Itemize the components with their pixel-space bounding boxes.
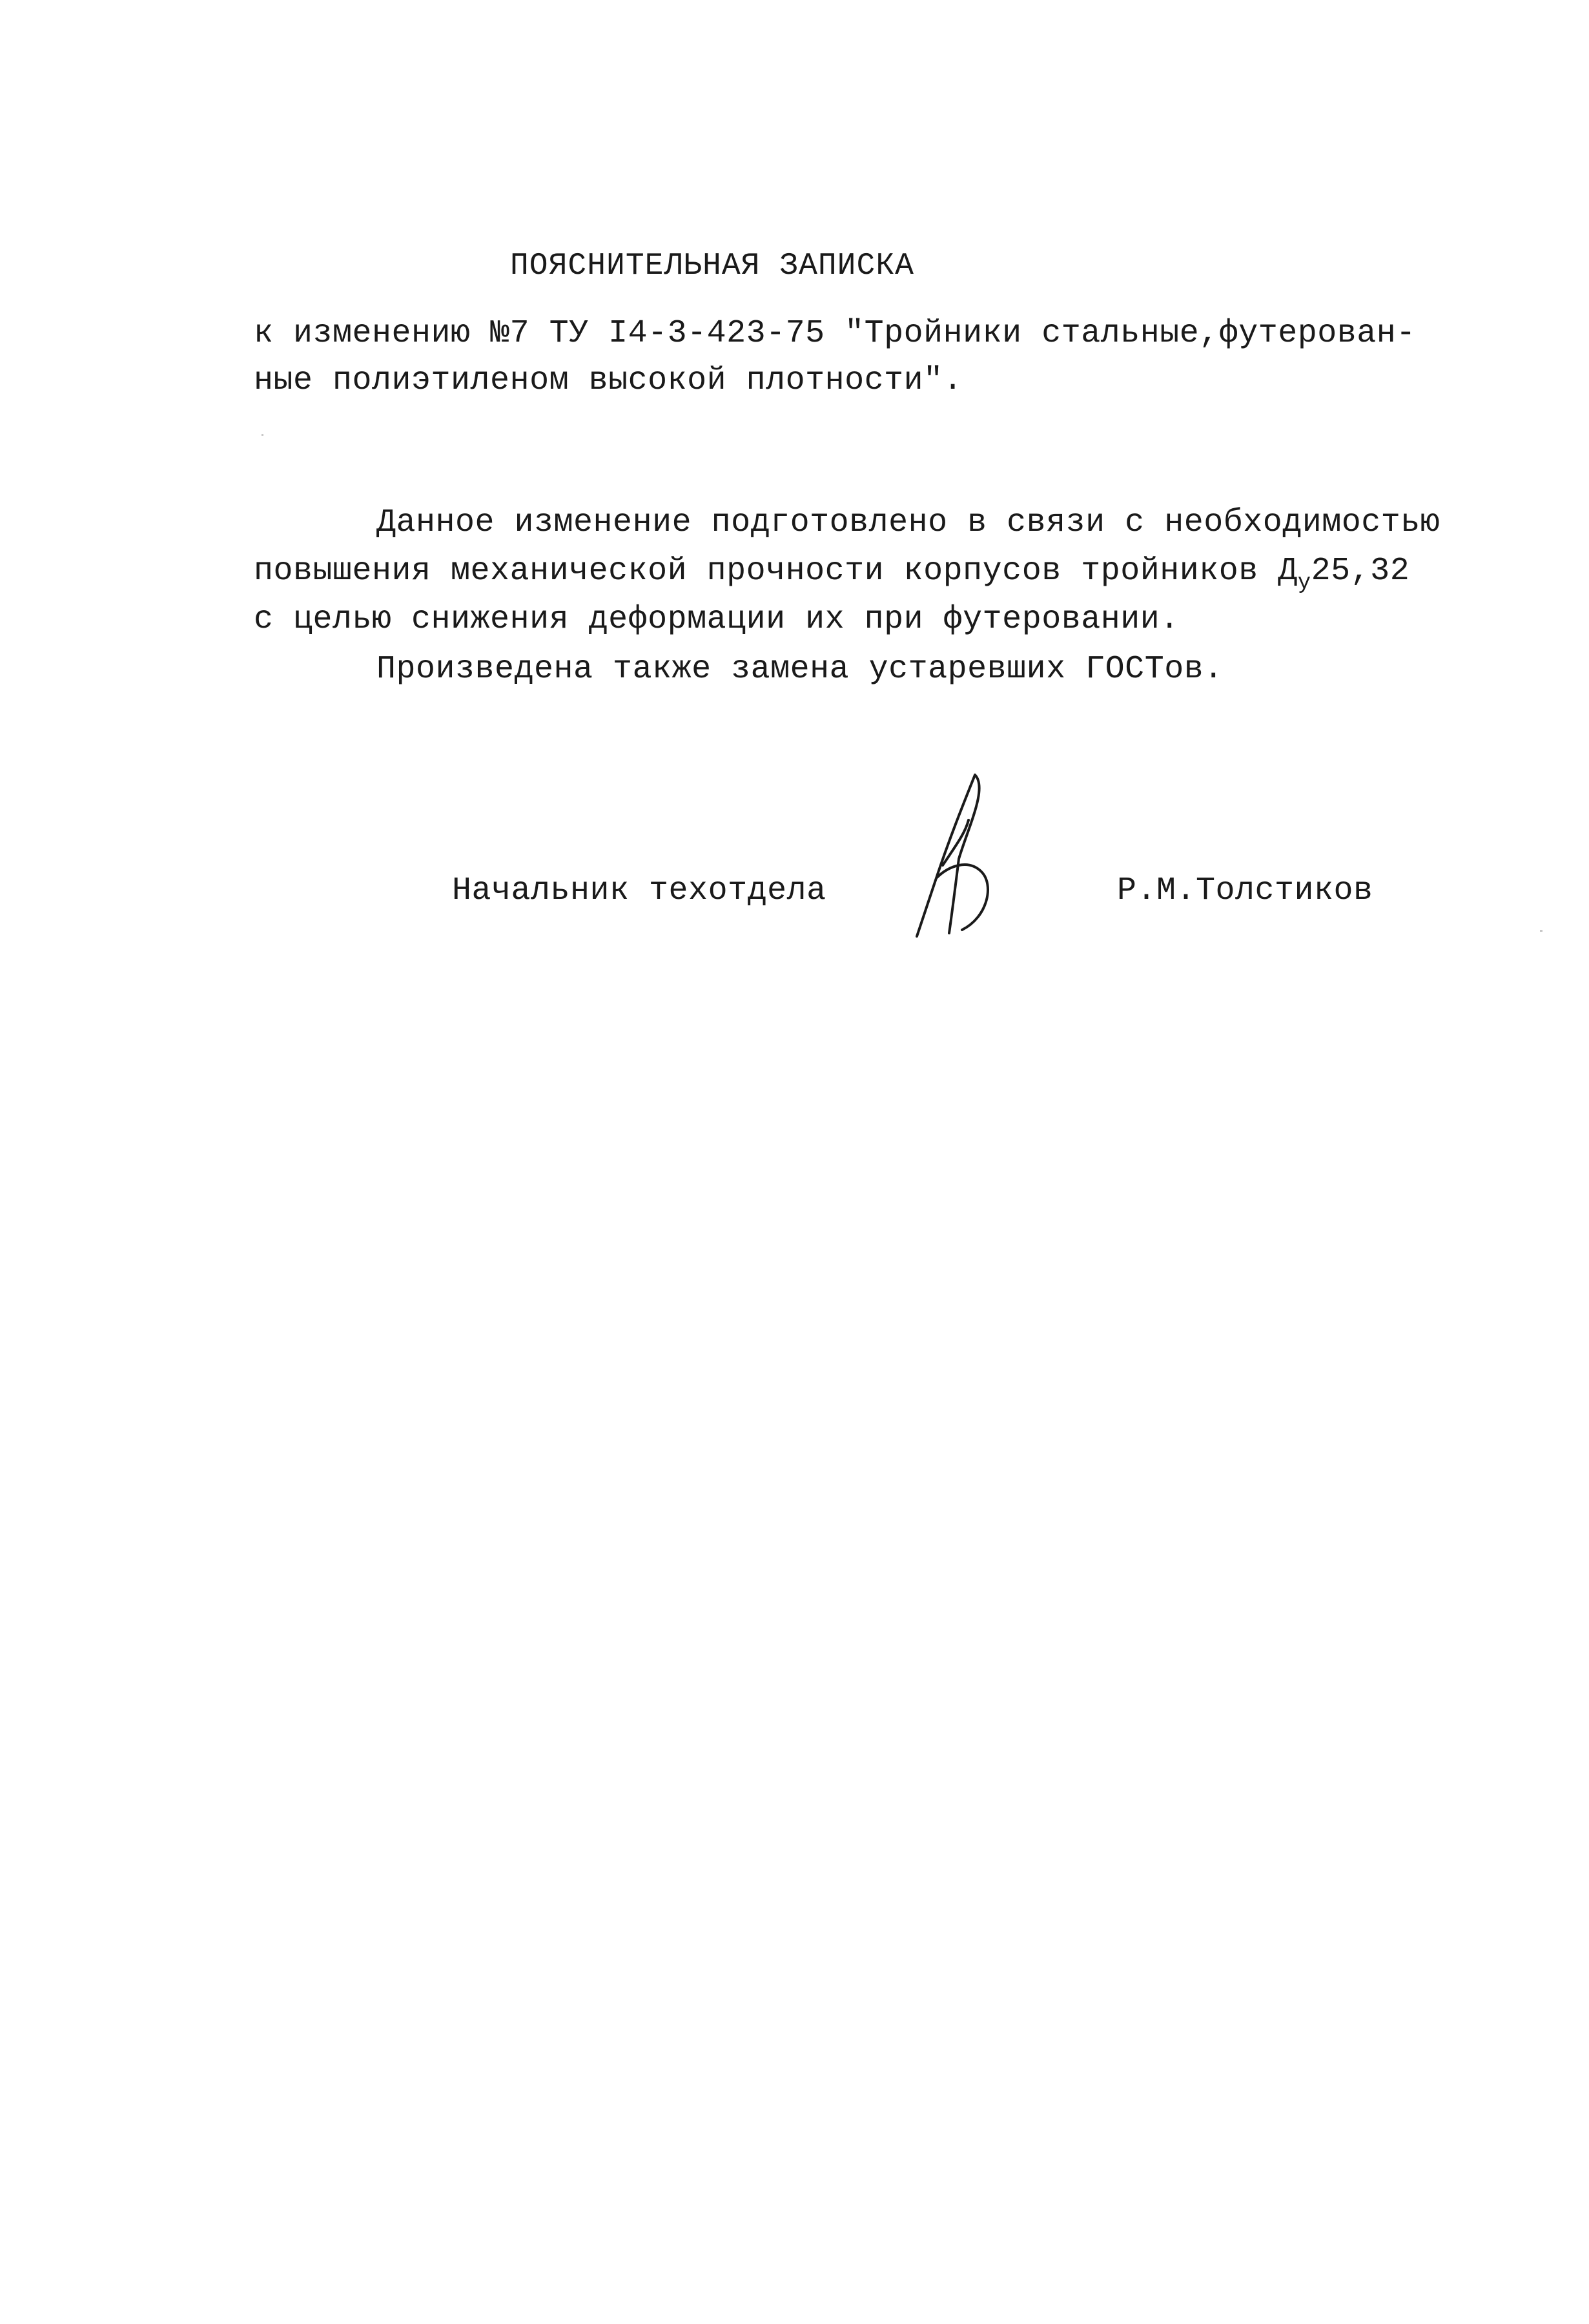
body-line-4: Произведена также замена устаревших ГОСТов. [376, 651, 1224, 688]
page-title: ПОЯСНИТЕЛЬНАЯ ЗАПИСКА [510, 249, 914, 283]
subtitle-line-1: к изменению №7 ТУ I4-3-423-75 "Тройники стальные,футерован- [254, 315, 1416, 352]
handwritten-signature [897, 768, 1014, 943]
scan-speck [1540, 930, 1543, 932]
signatory-role: Начальник техотдела [452, 872, 826, 909]
body-line-2-text: повышения механической прочности корпусов тройников Д [254, 553, 1298, 590]
subtitle-line-2: ные полиэтиленом высокой плотности". [254, 362, 963, 399]
body-line-2-values: 25,32 [1311, 553, 1410, 590]
scan-speck [261, 434, 263, 436]
nominal-diameter-subscript: у [1297, 571, 1311, 595]
body-line-1: Данное изменение подготовлено в связи с необходимостью [376, 504, 1440, 541]
body-line-3: с целью снижения деформации их при футеровании. [254, 601, 1180, 638]
signatory-name: Р.М.Толстиков [1117, 872, 1373, 909]
body-line-2 [254, 553, 1410, 595]
